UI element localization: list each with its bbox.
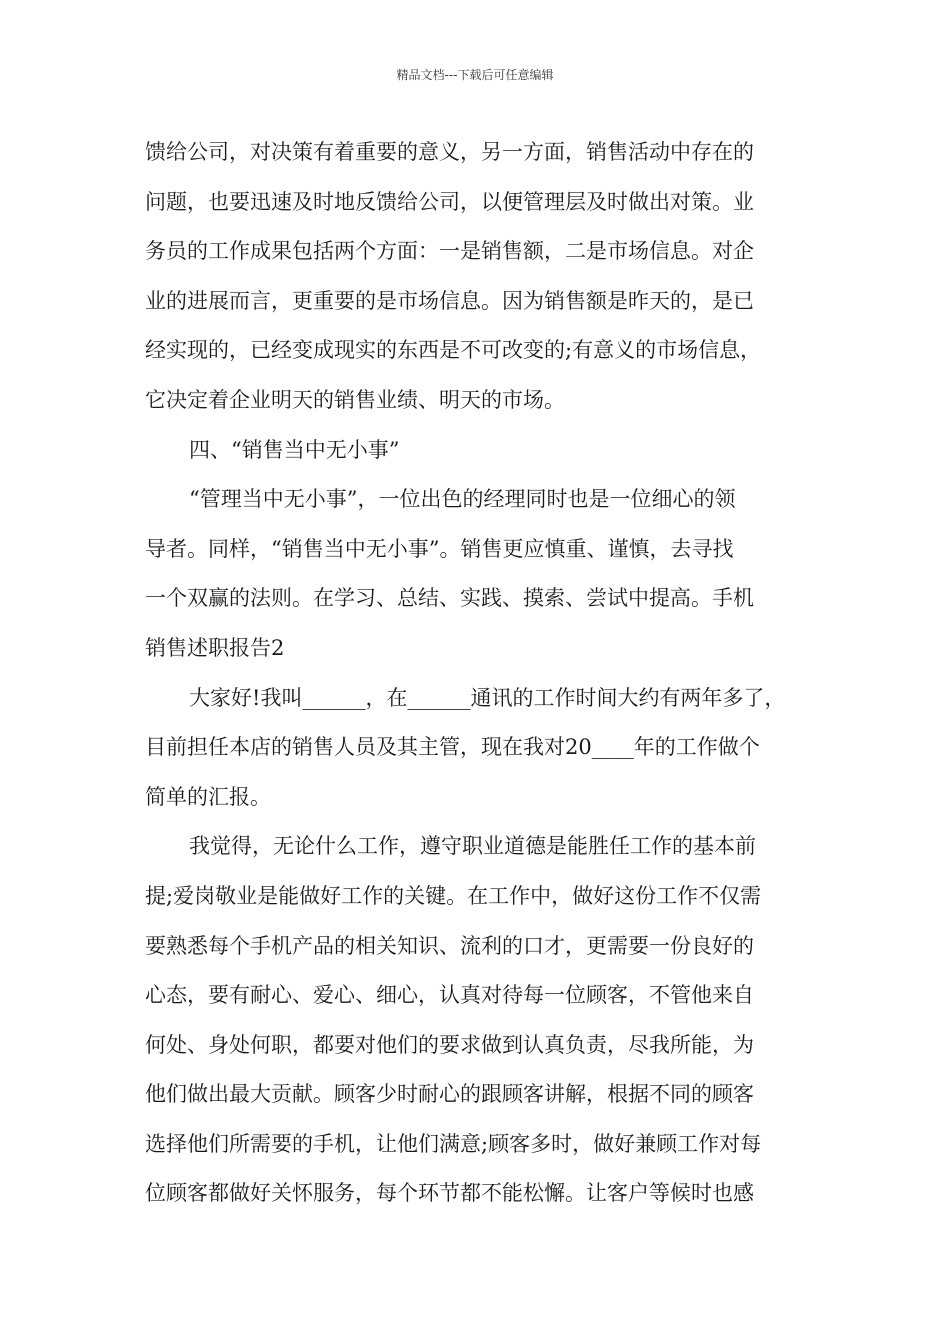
text-line: “管理当中无小事”，一位出色的经理同时也是一位细心的领 — [189, 487, 736, 512]
text-line: 问题，也要迅速及时地反馈给公司，以便管理层及时做出对策。业 — [145, 189, 754, 214]
text-line: 要熟悉每个手机产品的相关知识、流利的口才，更需要一份良好的 — [145, 933, 754, 958]
section-heading: 四、“销售当中无小事” — [189, 437, 400, 462]
page-header: 精品文档---下载后可任意编辑 — [396, 68, 554, 82]
document-body — [145, 128, 813, 1219]
text-line: 它决定着企业明天的销售业绩、明天的市场。 — [145, 387, 565, 412]
text-line: 何处、身处何职，都要对他们的要求做到认真负责，尽我所能，为 — [145, 1032, 754, 1057]
text-line: 目前担任本店的销售人员及其主管，现在我对20____年的工作做个 — [145, 735, 760, 760]
text-line: 一个双赢的法则。在学习、总结、实践、摸索、尝试中提高。手机 — [145, 586, 754, 611]
text-line: 他们做出最大贡献。顾客少时耐心的跟顾客讲解，根据不同的顾客 — [145, 1082, 754, 1107]
text-line: 导者。同样，“销售当中无小事”。销售更应慎重、谨慎，去寻找 — [145, 536, 734, 561]
text-line: 务员的工作成果包括两个方面：一是销售额，二是市场信息。对企 — [145, 239, 754, 264]
text-line: 业的进展而言，更重要的是市场信息。因为销售额是昨天的，是已 — [145, 288, 754, 313]
text-line: 馈给公司，对决策有着重要的意义，另一方面，销售活动中存在的 — [145, 140, 754, 164]
text-line: 销售述职报告2 — [145, 635, 285, 660]
text-line: 选择他们所需要的手机，让他们满意;顾客多时，做好兼顾工作对每 — [145, 1131, 762, 1156]
text-line: 心态，要有耐心、爱心、细心，认真对待每一位顾客，不管他来自 — [145, 983, 754, 1008]
text-line: 大家好!我叫______，在______通讯的工作时间大约有两年多了， — [189, 685, 786, 710]
text-line: 位顾客都做好关怀服务，每个环节都不能松懈。让客户等候时也感 — [145, 1181, 754, 1206]
text-line: 经实现的，已经变成现实的东西是不可改变的;有意义的市场信息， — [145, 338, 762, 363]
text-line: 简单的汇报。 — [145, 784, 271, 809]
text-line: 我觉得，无论什么工作，遵守职业道德是能胜任工作的基本前 — [189, 834, 756, 859]
text-line: 提;爱岗敬业是能做好工作的关键。在工作中，做好这份工作不仅需 — [145, 883, 762, 908]
